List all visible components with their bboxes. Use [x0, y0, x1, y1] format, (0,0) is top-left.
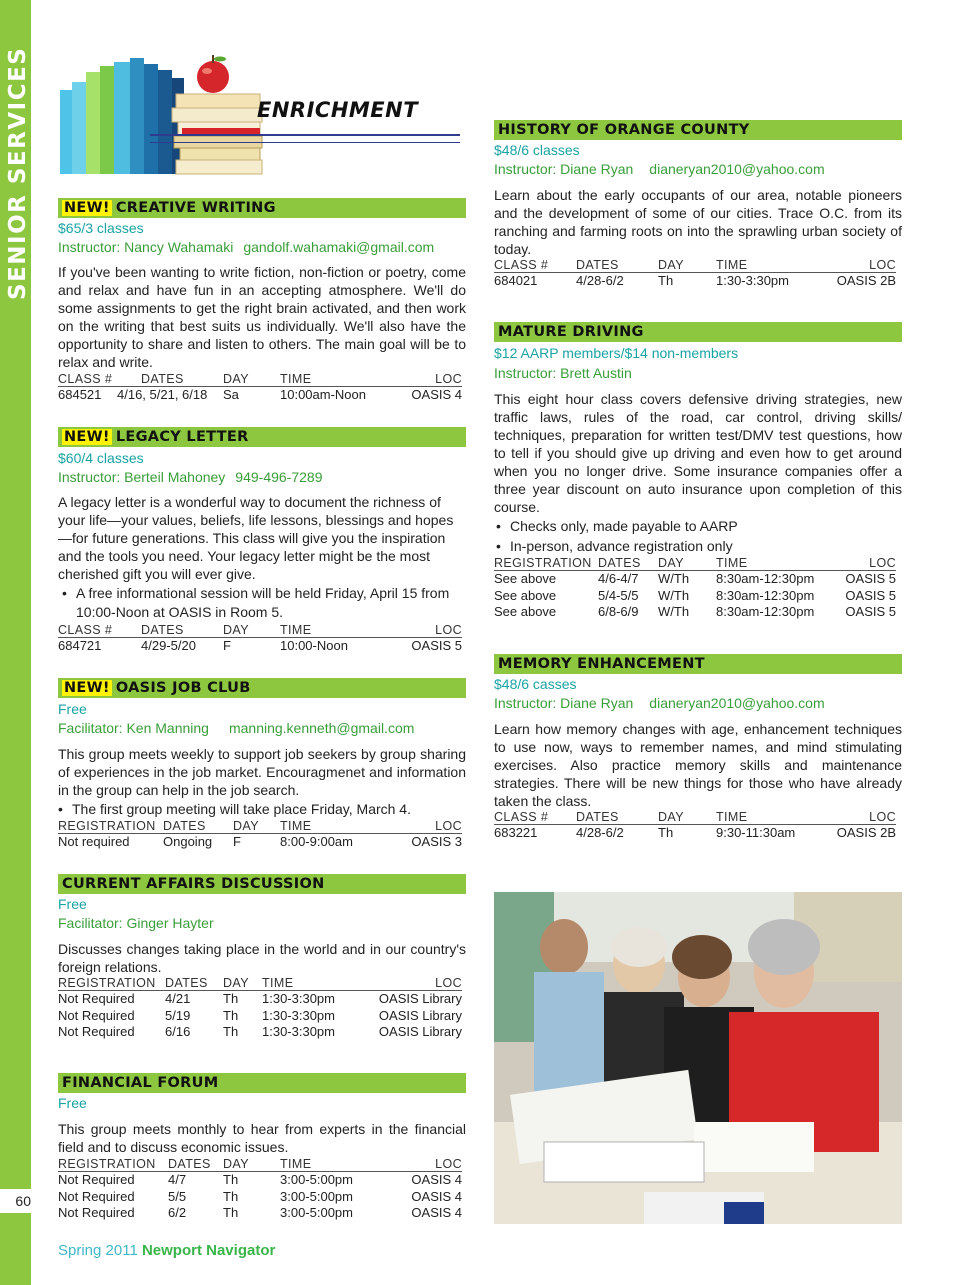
facilitator-name: Facilitator: Ginger Hayter: [58, 915, 214, 931]
course-title: CREATIVE WRITING: [115, 200, 276, 216]
schedule-table: [58, 372, 462, 404]
instructor-phone: 949-496-7289: [235, 469, 323, 485]
course-bullet: • A free informational session will be held Friday, April 15 from 10:00-Noon at OASIS in Room 5.: [62, 584, 466, 622]
table-row: Not required Ongoing F 8:00-9:00am OASIS 3: [58, 834, 462, 849]
table-row: 683221 4/28-6/2 Th 9:30-11:30am OASIS 2B: [494, 825, 896, 840]
new-badge: NEW!: [64, 200, 110, 216]
table-header-row: CLASS # DATES DAY TIME LOC: [58, 372, 462, 386]
instructor-name: Instructor: Diane Ryan: [494, 161, 634, 177]
instructor-email: gandolf.wahamaki@gmail.com: [243, 239, 435, 255]
course-instructor: [58, 468, 322, 486]
course-price: $60/4 classes: [58, 450, 144, 466]
schedule-table: [494, 258, 896, 290]
course-heading-creative-writing: [58, 198, 466, 218]
course-bullet: • Checks only, made payable to AARP: [496, 517, 902, 536]
table-row: Not Required 6/2 Th 3:00-5:00pm OASIS 4: [58, 1205, 462, 1220]
books-apple-illustration: [58, 52, 263, 178]
new-badge: NEW!: [64, 429, 110, 445]
course-heading-current-affairs: [58, 874, 466, 894]
course-price: $48/6 casses: [494, 676, 577, 692]
course-instructor: [58, 238, 434, 256]
course-instructor: [494, 694, 825, 712]
instructor-email: dianeryan2010@yahoo.com: [649, 161, 825, 177]
course-description: This group meets monthly to hear from experts in the financial field and to discuss economic issues.: [58, 1121, 466, 1155]
course-price: Free: [58, 896, 87, 912]
course-heading-mature-driving: [494, 322, 902, 342]
course-heading-job-club: [58, 678, 466, 698]
course-heading-legacy-letter: [58, 427, 466, 447]
course-heading-financial-forum: [58, 1073, 466, 1093]
schedule-table: [58, 976, 462, 1041]
page-title-wrap: [257, 98, 418, 122]
page-number: 60: [0, 1189, 31, 1213]
table-header-row: CLASS # DATES DAY TIME LOC: [494, 810, 896, 824]
course-description: If you've been wanting to write fiction, non-fiction or poetry, come and relax and have fun in an accepting atmosphere. We'll do some assignments to get the right brain activated, and then work on the writing that best suits us individually. We'll also have the opportunity to share and listen to others. The main goal will be to relax and write.: [58, 264, 466, 370]
course-description: A legacy letter is a wonderful way to document the richness of your life—your values, beliefs, life lessons, blessings and hopes—for future generations. This class will give you the inspiration and the tools you need. Your legacy letter might be the most cherished gift you will ever give.: [58, 494, 454, 582]
table-row: Not Required 4/7 Th 3:00-5:00pm OASIS 4: [58, 1172, 462, 1187]
instructor-name: Instructor: Berteil Mahoney: [58, 469, 226, 485]
course-price: $65/3 classes: [58, 220, 144, 236]
course-bullet: • In-person, advance registration only: [496, 537, 902, 556]
table-row: 684721 4/29-5/20 F 10:00-Noon OASIS 5: [58, 638, 462, 653]
new-badge: NEW!: [64, 680, 110, 696]
course-description: This group meets weekly to support job seekers by group sharing of experiences in the job market. Encouragmenet and information in the group can help in the job search.: [58, 746, 466, 798]
course-description: Discusses changes taking place in the world and in our country's foreign relations.: [58, 941, 466, 975]
schedule-table: [494, 556, 896, 621]
table-row: Not Required 4/21 Th 1:30-3:30pm OASIS Library: [58, 991, 462, 1006]
schedule-table: [58, 1157, 462, 1222]
course-title: MATURE DRIVING: [498, 324, 644, 340]
footer-season: Spring 2011: [58, 1242, 138, 1259]
table-row: Not Required 6/16 Th 1:30-3:30pm OASIS Library: [58, 1024, 462, 1039]
course-bullet: • The first group meeting will take place Friday, March 4.: [58, 800, 466, 819]
course-title: HISTORY OF ORANGE COUNTY: [498, 122, 750, 138]
instructor-name: Instructor: Nancy Wahamaki: [58, 239, 234, 255]
footer: [58, 1242, 275, 1259]
facilitator-email: manning.kenneth@gmail.com: [228, 720, 415, 736]
table-row: 684021 4/28-6/2 Th 1:30-3:30pm OASIS 2B: [494, 273, 896, 288]
title-rule: [150, 134, 460, 143]
course-instructor: [494, 160, 825, 178]
course-price: Free: [58, 701, 87, 717]
footer-publication: Newport Navigator: [141, 1242, 276, 1259]
class-photo: [494, 892, 902, 1224]
table-row: Not Required 5/5 Th 3:00-5:00pm OASIS 4: [58, 1188, 462, 1204]
table-row: Not Required 5/19 Th 1:30-3:30pm OASIS Library: [58, 1007, 462, 1023]
course-description: Learn how memory changes with age, enhancement techniques to use now, ways to remember names, and mind stimulating exercises. Also practice memory skills and maintenance strategies. There will be new things for those who have already taken the class.: [494, 721, 902, 809]
facilitator-name: Facilitator: Ken Manning: [58, 720, 209, 736]
course-description: Learn about the early occupants of our area, notable pioneers and the development of some of our cities. Trace O.C. from its ranching and farming roots on into the sprawling urban society of today.: [494, 187, 902, 257]
table-header-row: CLASS # DATES DAY TIME LOC: [58, 623, 462, 637]
course-price: $48/6 classes: [494, 142, 580, 158]
table-header-row: REGISTRATION DATES DAY TIME LOC: [58, 1157, 462, 1171]
table-header-row: REGISTRATION DATES DAY TIME LOC: [58, 819, 462, 833]
course-heading-orange-county: [494, 120, 902, 140]
course-instructor: [58, 719, 414, 737]
schedule-table: [494, 810, 896, 842]
table-header-row: CLASS # DATES DAY TIME LOC: [494, 258, 896, 272]
table-header-row: REGISTRATION DATES DAY TIME LOC: [494, 556, 896, 570]
course-price: Free: [58, 1095, 87, 1111]
course-price: $12 AARP members/$14 non-members: [494, 345, 739, 361]
course-title: CURRENT AFFAIRS DISCUSSION: [62, 876, 325, 892]
table-row: See above 6/8-6/9 W/Th 8:30am-12:30pm OASIS 5: [494, 604, 896, 619]
course-heading-memory: [494, 654, 902, 674]
instructor-name: Instructor: Brett Austin: [494, 365, 632, 381]
table-header-row: REGISTRATION DATES DAY TIME LOC: [58, 976, 462, 990]
schedule-table: [58, 819, 462, 851]
table-row: See above 5/4-5/5 W/Th 8:30am-12:30pm OASIS 5: [494, 587, 896, 603]
table-row: 684521 4/16, 5/21, 6/18 Sa 10:00am-Noon OASIS 4: [58, 387, 462, 402]
course-title: FINANCIAL FORUM: [62, 1075, 219, 1091]
page-title: ENRICHMENT: [257, 98, 419, 122]
table-row: See above 4/6-4/7 W/Th 8:30am-12:30pm OASIS 5: [494, 571, 896, 586]
course-description: This eight hour class covers defensive driving strategies, new traffic laws, rules of the road, car control, driving skills/ techniques, preparation for written test/DMV test questions, how to tell if you should give up driving and even how to get around when you no longer drive. Some insurance companies offer a three year discount on auto insurance upon completion of this course.: [494, 391, 902, 515]
course-title: LEGACY LETTER: [115, 429, 249, 445]
course-title: OASIS JOB CLUB: [115, 680, 251, 696]
schedule-table: [58, 623, 462, 655]
instructor-name: Instructor: Diane Ryan: [494, 695, 634, 711]
course-title: MEMORY ENHANCEMENT: [498, 656, 705, 672]
instructor-email: dianeryan2010@yahoo.com: [649, 695, 825, 711]
